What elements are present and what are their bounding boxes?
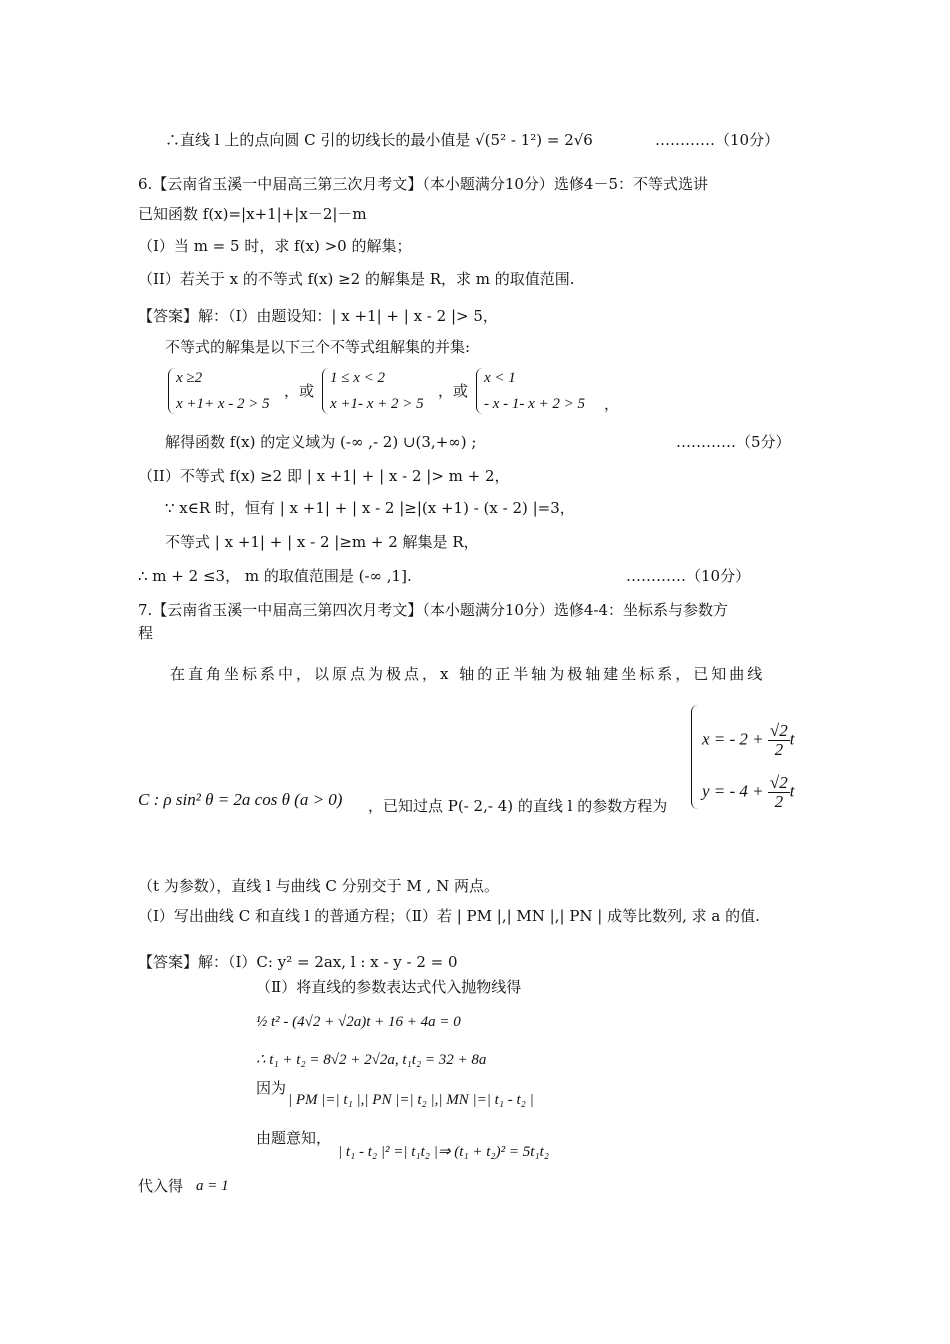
system2-line2: x +1- x + 2 > 5 bbox=[330, 396, 424, 412]
param-t: t bbox=[789, 781, 795, 801]
param-y bbox=[702, 774, 794, 811]
q6-part1: （I）当 m = 5 时，求 f(x) >0 的解集； bbox=[138, 237, 412, 255]
q7-given-2: ，已知过点 P(- 2,- 4) 的直线 l 的参数方程为 bbox=[368, 797, 668, 815]
q6-part2: （II）若关于 x 的不等式 f(x) ≥2 的解集是 R，求 m 的取值范围. bbox=[138, 270, 575, 288]
fraction-denominator: 2 bbox=[774, 740, 784, 759]
q7-given-3: （t 为参数），直线 l 与曲线 C 分别交于 M , N 两点。 bbox=[138, 877, 499, 895]
score-mark: …………（5分） bbox=[676, 433, 791, 451]
q6-answer-5: ∵ x∈R 时，恒有 | x +1| + | x - 2 |≥|(x +1) - (x - 2) |=3， bbox=[165, 499, 575, 517]
score-mark: …………（10分） bbox=[655, 131, 780, 149]
fraction bbox=[768, 722, 790, 759]
system2-line1: 1 ≤ x < 2 bbox=[330, 370, 386, 386]
q7-answer-8: 代入得 bbox=[138, 1177, 184, 1195]
q7-title-cont: 程 bbox=[138, 624, 154, 642]
q6-given: 已知函数 f(x)=|x+1|+|x－2|－m bbox=[138, 205, 367, 223]
fraction-numerator: √2 bbox=[769, 721, 788, 740]
q7-answer-2: （Ⅱ）将直线的参数表达式代入抛物线得 bbox=[256, 978, 522, 996]
q6-title: 6.【云南省玉溪一中届高三第三次月考文】（本小题满分10分）选修4－5：不等式选讲 bbox=[138, 175, 708, 193]
param-x-lhs: x = - 2 + bbox=[702, 729, 764, 749]
or-text: ，或 bbox=[284, 382, 315, 400]
fraction-numerator: √2 bbox=[769, 773, 788, 792]
min-tangent-line: ∴直线 l 上的点向圆 C 引的切线长的最小值是 √(5² - 1²) = 2√6 bbox=[165, 131, 593, 149]
fraction-denominator: 2 bbox=[774, 792, 784, 811]
q7-title: 7.【云南省玉溪一中届高三第四次月考文】（本小题满分10分）选修4-4：坐标系与参数方 bbox=[138, 601, 729, 619]
q7-answer-7b: | t₁ - t₂ |² =| t₁t₂ |⇒ (t₁ + t₂)² = 5t₁t₂ bbox=[338, 1144, 549, 1160]
system1-line2: x +1+ x - 2 > 5 bbox=[176, 396, 270, 412]
q7-parts: （Ⅰ）写出曲线 C 和直线 l 的普通方程；（Ⅱ）若 | PM |,| MN |,| PN | 成等比数列, 求 a 的值. bbox=[138, 907, 760, 925]
system3-line1: x < 1 bbox=[484, 370, 516, 386]
q7-answer-1: 【答案】解：（Ⅰ）C: y² = 2ax, l : x - y - 2 = 0 bbox=[138, 953, 458, 971]
q7-answer-8b: a = 1 bbox=[196, 1178, 229, 1194]
q7-answer-6: | PM |=| t₁ |,| PN |=| t₂ |,| MN |=| t₁ - t₂ | bbox=[288, 1092, 534, 1108]
param-y-lhs: y = - 4 + bbox=[702, 781, 764, 801]
param-x bbox=[702, 722, 794, 759]
system3-line2: - x - 1- x + 2 > 5 bbox=[484, 396, 586, 412]
q6-answer-6: 不等式 | x +1| + | x - 2 |≥m + 2 解集是 R， bbox=[165, 533, 479, 551]
or-text: ，或 bbox=[438, 382, 469, 400]
left-brace bbox=[168, 368, 175, 414]
score-mark: …………（10分） bbox=[626, 567, 751, 585]
q7-curve: C : ρ sin² θ = 2a cos θ (a > 0) bbox=[138, 790, 343, 809]
q7-answer-3: ½ t² - (4√2 + √2a)t + 16 + 4a = 0 bbox=[256, 1014, 461, 1030]
q7-given-1: 在直角坐标系中，以原点为极点，x 轴的正半轴为极轴建坐标系，已知曲线 bbox=[170, 665, 766, 683]
q7-answer-4: ∴ t₁ + t₂ = 8√2 + 2√2a, t₁t₂ = 32 + 8a bbox=[256, 1052, 487, 1068]
param-t: t bbox=[789, 729, 795, 749]
q6-answer-4: （II）不等式 f(x) ≥2 即 | x +1| + | x - 2 |> m + 2， bbox=[138, 467, 510, 485]
q7-answer-5: 因为 bbox=[256, 1079, 287, 1097]
q6-answer-1: 【答案】解：（I）由题设知：| x +1| + | x - 2 |> 5， bbox=[138, 307, 498, 325]
q7-answer-7: 由题意知， bbox=[256, 1129, 332, 1147]
fraction bbox=[768, 774, 790, 811]
q6-answer-7: ∴ m + 2 ≤3， m 的取值范围是 (-∞ ,1]. bbox=[138, 567, 412, 585]
comma-text: ， bbox=[604, 395, 620, 413]
q6-answer-3: 解得函数 f(x) 的定义域为 (-∞ ,- 2) ∪(3,+∞) ; bbox=[165, 433, 477, 451]
left-brace bbox=[322, 368, 329, 414]
left-brace bbox=[476, 368, 483, 414]
system1-line1: x ≥2 bbox=[176, 370, 203, 386]
q6-answer-2: 不等式的解集是以下三个不等式组解集的并集: bbox=[165, 338, 471, 356]
left-brace bbox=[691, 705, 698, 809]
